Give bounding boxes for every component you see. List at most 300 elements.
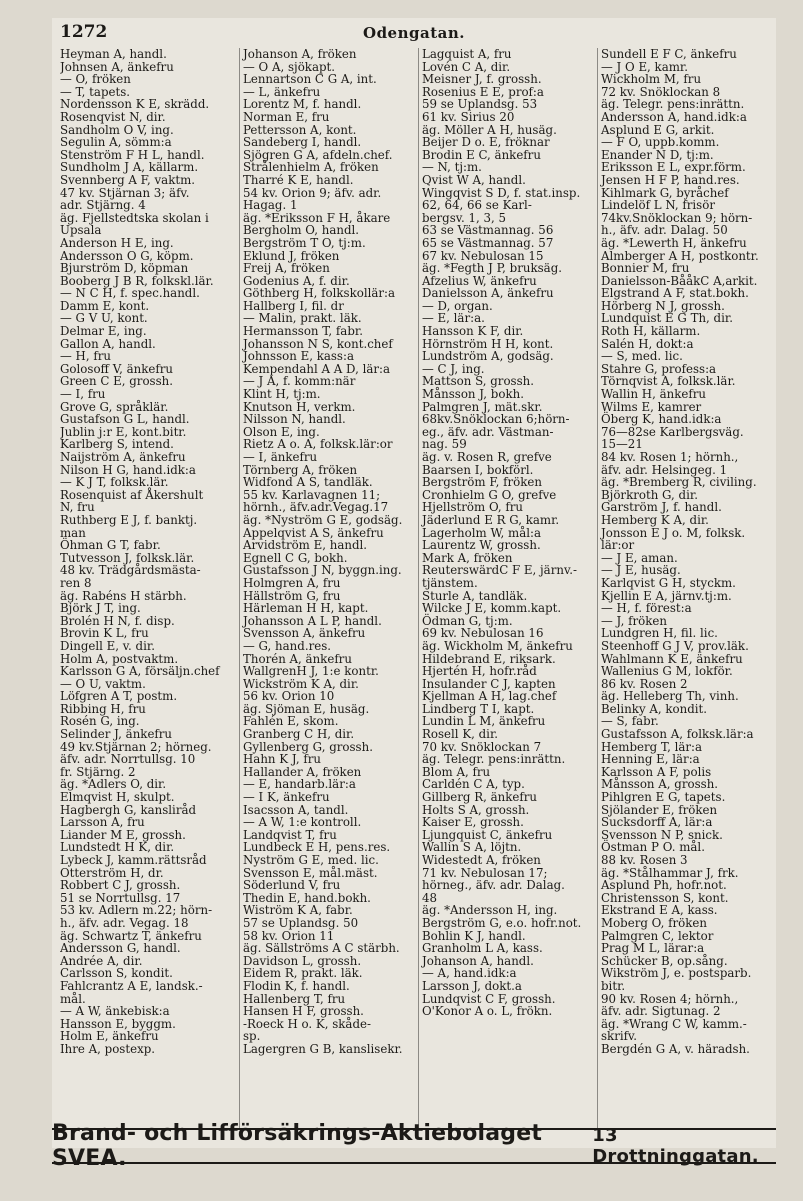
directory-entry: Meisner J, f. grossh. [422, 72, 542, 87]
directory-entry: Bergström T O, tj:m. [243, 235, 366, 250]
directory-entry: Svensson A, änkefru [243, 626, 366, 641]
directory-entry: 69 kv. Nebulosan 16 [422, 626, 544, 641]
directory-entry: 84 kv. Rosen 1; hörnh., [601, 450, 739, 464]
directory-entry: — Malin, prakt. läk. [243, 311, 362, 326]
directory-entry: Garström J, f. handl. [601, 500, 722, 515]
directory-entry: Granholm L A, kass. [422, 941, 543, 956]
directory-entry: Selinder J, änkefru [60, 727, 173, 742]
directory-entry: äg. *Stålhammar J, frk. [601, 865, 739, 880]
directory-entry: — I, fru [60, 387, 106, 402]
directory-entry: Sturle A, tandläk. [422, 588, 528, 603]
directory-entry: Ekstrand E A, kass. [601, 903, 718, 918]
directory-entry: Gustafson G L, handl. [60, 412, 190, 427]
directory-entry: Sucksdorff A, lär:a [601, 815, 713, 830]
directory-entry: — E, handarb.lär:a [243, 777, 356, 792]
directory-entry: man [60, 525, 86, 540]
directory-entry: äg. Helleberg Th, vinh. [601, 689, 739, 704]
directory-entry: Lagquist A, fru [422, 48, 512, 61]
directory-entry: 71 kv. Nebulosan 17; [422, 865, 548, 880]
directory-entry: Kjellin E A, järnv.tj:m. [601, 588, 732, 603]
directory-entry: Jäderlund E R G, kamr. [422, 512, 560, 527]
directory-entry: Stenström F H L, handl. [60, 147, 205, 162]
directory-entry: Klint H, tj:m. [243, 387, 321, 402]
directory-entry: Landqvist T, fru [243, 827, 337, 842]
directory-entry: Eriksson E L, expr.förm. [601, 160, 746, 175]
directory-entry: Insulander C J, kapten [422, 676, 556, 691]
directory-entry: h., äfv. adr. Vegag. 18 [60, 915, 189, 930]
directory-entry: Svensson N P, snick. [601, 827, 723, 842]
directory-entry: WallgrenH J, 1:e kontr. [243, 664, 379, 679]
directory-entry: Ihre A, postexp. [60, 1041, 156, 1056]
directory-entry: Heyman A, handl. [60, 48, 167, 61]
directory-entry: 47 kv. Stjärnan 3; äfv. [60, 185, 190, 200]
directory-entry: äg. *Nyström G E, godsäg. [243, 512, 403, 527]
directory-entry: Blom A, fru [422, 764, 491, 779]
directory-entry: äg. Telegr. pens:inrättn. [601, 97, 745, 112]
directory-entry: Wilms E, kamrer [601, 399, 702, 414]
directory-entry: Gustafsson J N, byggn.ing. [243, 563, 402, 578]
directory-entry: bergsv. 1, 3, 5 [422, 210, 507, 225]
directory-entry: Cronhielm G O, grefve [422, 487, 557, 502]
directory-entry: 58 kv. Orion 11 [243, 928, 335, 943]
directory-entry: Flodin K, f. handl. [243, 978, 350, 993]
directory-entry: Karlberg S, intend. [60, 437, 174, 452]
directory-entry: Johanson A, fröken [243, 48, 357, 61]
directory-entry: — D, organ. [422, 298, 493, 313]
directory-entry: Johansson N S, kont.chef [243, 336, 393, 351]
directory-entry: Pettersson A, kont. [243, 122, 357, 137]
directory-entry: — J E, aman. [601, 550, 678, 565]
directory-entry: Damm E, kont. [60, 298, 150, 313]
directory-entry: äfv. adr. Helsingeg. 1 [601, 462, 728, 477]
directory-entry: Lindberg T I, kapt. [422, 701, 535, 716]
directory-entry: Bergdén G A, v. häradsh. [601, 1041, 750, 1056]
directory-entry: Andrée A, dir. [60, 953, 143, 968]
directory-columns [60, 48, 772, 1128]
directory-entry: — I, änkefru [243, 450, 318, 464]
running-head: Odengatan. [363, 24, 465, 42]
directory-entry: Wickholm M, fru [601, 72, 702, 87]
directory-entry: Naijström A, änkefru [60, 450, 186, 464]
directory-entry: Strålenhielm A, fröken [243, 160, 379, 175]
directory-entry: — A W, änkebisk:a [60, 1004, 170, 1019]
directory-entry: Hagbergh G, kansliråd [60, 802, 197, 817]
directory-entry: — A, hand.idk:a [422, 966, 517, 981]
directory-entry: Hallenberg T, fru [243, 991, 346, 1006]
directory-entry: Hjertén H, hofr.råd [422, 664, 537, 679]
directory-entry: Nordensson K E, skrädd. [60, 97, 210, 112]
directory-entry: Danielsson-BååkC A,arkit. [601, 273, 758, 288]
directory-entry: Wallin S A, löjtn. [422, 840, 522, 855]
directory-entry: 72 kv. Snöklockan 8 [601, 84, 721, 99]
directory-entry: 56 kv. Orion 10 [243, 689, 335, 704]
directory-entry: — G, hand.res. [243, 638, 332, 653]
directory-entry: Mark A, fröken [422, 550, 513, 565]
directory-entry: Liander M E, grossh. [60, 827, 186, 842]
directory-entry: 90 kv. Rosen 4; hörnh., [601, 991, 739, 1006]
directory-column-1 [60, 48, 235, 1128]
directory-entry: tjänstem. [422, 575, 478, 590]
directory-entry: — S, fabr. [601, 714, 659, 729]
directory-entry: Gyllenberg G, grossh. [243, 739, 373, 754]
directory-entry: Svennberg A F, vaktm. [60, 172, 196, 187]
directory-entry: Hansen H F, grossh. [243, 1004, 364, 1019]
directory-entry: Lundquist E G Th, dir. [601, 311, 733, 326]
directory-entry: Sandholm O V, ing. [60, 122, 174, 137]
directory-entry: Hjellström O, fru [422, 500, 524, 515]
directory-entry: sp. [243, 1029, 261, 1044]
directory-entry: Delmar E, ing. [60, 324, 147, 339]
directory-entry: Holm A, postvaktm. [60, 651, 179, 666]
directory-entry: 55 kv. Karlavagnen 11; [243, 487, 381, 502]
directory-column-3 [418, 48, 594, 1128]
directory-entry: äg. Sällströms A C stärbh. [243, 941, 400, 956]
directory-entry: Rietz A o. A, folksk.lär:or [243, 437, 393, 452]
directory-entry: Thedin E, hand.bokh. [243, 890, 371, 905]
directory-entry: Carlsson S, kondit. [60, 966, 173, 981]
directory-entry: Lybeck J, kamm.rättsråd [60, 853, 207, 867]
directory-entry: Prag M L, lärar:a [601, 941, 705, 956]
directory-entry: Sundell E F C, änkefru [601, 48, 737, 61]
directory-entry: — H, f. förest:a [601, 601, 692, 616]
directory-entry: Törnberg A, fröken [243, 462, 358, 477]
directory-entry: Anderson H E, ing. [60, 235, 174, 250]
directory-page [52, 18, 776, 1171]
directory-entry: Dingell E, v. dir. [60, 638, 155, 653]
directory-entry: Lovén C A, dir. [422, 59, 511, 74]
directory-entry: Wilcke J E, komm.kapt. [422, 601, 562, 616]
directory-entry: Brodin E C, änkefru [422, 147, 541, 162]
directory-entry: Robbert C J, grossh. [60, 878, 181, 893]
directory-entry: Ljungquist C, änkefru [422, 827, 553, 842]
directory-entry: Rosenquist af Åkershult [60, 487, 204, 502]
directory-entry: äg. Rabéns H stärbh. [60, 588, 187, 603]
directory-entry: Hallberg I, fil. dr [243, 298, 344, 313]
directory-entry: 49 kv.Stjärnan 2; hörneg. [60, 739, 212, 754]
directory-entry: äg. *Fegth J P, bruksäg. [422, 261, 562, 276]
directory-entry: Wiström K A, fabr. [243, 903, 353, 918]
directory-entry: 76—82se Karlbergsväg. [601, 424, 744, 439]
directory-entry: Svensson E, mål.mäst. [243, 865, 378, 880]
directory-entry: äg. v. Rosen R, grefve [422, 450, 552, 464]
directory-entry: Bergholm O, handl. [243, 223, 360, 238]
directory-entry: 88 kv. Rosen 3 [601, 853, 688, 867]
directory-entry: 63 se Västmannag. 56 [422, 223, 554, 238]
directory-entry: 67 kv. Nebulosan 15 [422, 248, 544, 263]
directory-entry: Johansson A L P, handl. [243, 613, 382, 628]
directory-entry: Laurentz W, grossh. [422, 538, 541, 553]
directory-entry: Månsson A, grossh. [601, 777, 719, 792]
directory-entry: lär:or [601, 538, 635, 553]
directory-entry: fr. Stjärng. 2 [60, 764, 136, 779]
directory-entry: Andersson G, handl. [60, 941, 181, 956]
directory-entry: Hallander A, fröken [243, 764, 362, 779]
directory-entry: — J A, f. komm:när [243, 374, 356, 389]
directory-entry: Hermansson T, fabr. [243, 324, 363, 339]
directory-entry: Björkroth G, dir. [601, 487, 698, 502]
directory-entry: Lundström A, godsäg. [422, 349, 554, 364]
directory-entry: — O A, sjökapt. [243, 59, 336, 74]
directory-entry: Kjellman A H, lag.chef [422, 689, 557, 704]
directory-column-4 [597, 48, 773, 1128]
directory-entry: äg. Sjöman E, husäg. [243, 701, 370, 716]
directory-entry: — E, lär:a. [422, 311, 485, 326]
directory-entry: Otterström H, dr. [60, 865, 164, 880]
directory-entry: Danielsson A, änkefru [422, 286, 554, 301]
directory-entry: Lundgren H, fil. lic. [601, 626, 718, 641]
directory-entry: Johnsson E, kass:a [243, 349, 354, 364]
directory-entry: äg. *Andersson H, ing. [422, 903, 558, 918]
directory-entry: Hagag. 1 [243, 198, 298, 213]
directory-entry: Wickström K A, dir. [243, 676, 359, 691]
directory-entry: Grove G, språklär. [60, 399, 169, 414]
directory-entry: 65 se Västmannag. 57 [422, 235, 554, 250]
directory-entry: Bonnier M, fru [601, 261, 690, 276]
directory-entry: Hansson K F, dir. [422, 324, 524, 339]
directory-entry: Fahlén E, skom. [243, 714, 339, 729]
directory-entry: Törnqvist A, folksk.lär. [601, 374, 736, 389]
directory-entry: Holmgren A, fru [243, 575, 341, 590]
directory-entry: Moberg O, fröken [601, 915, 707, 930]
directory-entry: Wallenius G M, lokför. [601, 664, 733, 679]
directory-entry: Johnsen A, änkefru [60, 59, 174, 74]
directory-entry: Christensson S, kont. [601, 890, 729, 905]
directory-entry: Löfgren A T, postm. [60, 689, 178, 704]
directory-entry: Rosell K, dir. [422, 727, 499, 742]
directory-entry: — J, fröken [601, 613, 667, 628]
directory-entry: Pihlgren E G, tapets. [601, 790, 726, 805]
directory-entry: Thorén A, änkefru [243, 651, 352, 666]
directory-entry: 51 se Norrtullsg. 17 [60, 890, 181, 905]
directory-entry: Mattson S, grossh. [422, 374, 535, 389]
directory-entry: Eklund J, fröken [243, 248, 340, 263]
directory-entry: Almberger A H, postkontr. [601, 248, 759, 263]
directory-entry: Wallin H, änkefru [601, 387, 706, 402]
directory-entry: adr. Stjärng. 4 [60, 198, 146, 213]
directory-entry: Bergström G, e.o. hofr.not. [422, 915, 582, 930]
directory-entry: Söderlund V, fru [243, 878, 341, 893]
directory-entry: Nilsson N, handl. [243, 412, 346, 427]
directory-entry: Wahlmann K E, änkefru [601, 651, 743, 666]
directory-entry: N, fru [60, 500, 95, 515]
directory-entry: Beijer D o. E, fröknar [422, 135, 550, 150]
directory-entry: Wikström J, e. postsparb. [601, 966, 752, 981]
directory-entry: Appelqvist A S, änkefru [243, 525, 384, 540]
directory-entry: — A W, 1:e kontroll. [243, 815, 362, 830]
directory-entry: 70 kv. Snöklockan 7 [422, 739, 542, 754]
directory-entry: — I K, änkefru [243, 790, 330, 805]
advertisement-text: Brand- och Lifförsäkrings-Aktiebolaget SVEA. [52, 1121, 543, 1171]
directory-entry: Widestedt A, fröken [422, 853, 541, 867]
directory-entry: Karlsson A F, polis [601, 764, 712, 779]
directory-entry: Brolén H N, f. disp. [60, 613, 175, 628]
directory-entry: 62, 64, 66 se Karl- [422, 198, 532, 213]
directory-entry: Öhman G T, fabr. [60, 538, 161, 553]
directory-entry: Ödman G, tj:m. [422, 613, 513, 628]
directory-entry: 48 kv. Trädgårdsmästa- [60, 563, 201, 578]
directory-entry: Jonsson E J o. M, folksk. [601, 525, 746, 540]
directory-entry: äg. *Lewerth H, änkefru [601, 235, 747, 250]
directory-entry: Härleman H H, kapt. [243, 601, 369, 616]
directory-entry: skrifv. [601, 1029, 637, 1044]
directory-entry: 57 se Uplandsg. 50 [243, 915, 359, 930]
directory-entry: Eidem R, prakt. läk. [243, 966, 363, 981]
directory-entry: Jublin j:r E, kont.bitr. [60, 424, 187, 439]
page-number: 1272 [60, 22, 108, 42]
directory-entry: Gallon A, handl. [60, 336, 156, 351]
directory-entry: 48 [422, 890, 438, 905]
directory-entry: 53 kv. Adlern m.22; hörn- [60, 903, 213, 918]
directory-entry: Golosoff V, änkefru [60, 361, 174, 376]
directory-entry: äfv. adr. Norrtullsg. 10 [60, 752, 196, 767]
directory-entry: Rosenqvist N, dir. [60, 109, 166, 124]
directory-entry: — G V U, kont. [60, 311, 148, 326]
directory-entry: nag. 59 [422, 437, 467, 452]
directory-entry: Kihlmark G, byråchef [601, 185, 729, 200]
directory-entry: Ruthberg E J, f. banktj. [60, 512, 198, 527]
directory-entry: Holm E, änkefru [60, 1029, 159, 1044]
directory-entry: Arvidström E, handl. [243, 538, 368, 553]
directory-entry: — C J, ing. [422, 361, 485, 376]
directory-entry: Lundstedt H K, dir. [60, 840, 175, 855]
directory-entry: Upsala [60, 223, 102, 238]
directory-entry: äg. Fjellstedtska skolan i [60, 210, 209, 225]
directory-entry: 59 se Uplandsg. 53 [422, 97, 538, 112]
directory-entry: Hansson E, byggm. [60, 1016, 176, 1031]
directory-entry: äg. Schwartz T, änkefru [60, 928, 202, 943]
directory-entry: Norman E, fru [243, 109, 330, 124]
directory-entry: -Roeck H o. K, skåde- [243, 1016, 371, 1031]
directory-entry: 86 kv. Rosen 2 [601, 676, 688, 691]
directory-entry: Bergström F, fröken [422, 475, 542, 490]
directory-entry: äg. *Bremberg R, civiling. [601, 475, 757, 490]
directory-entry: Jensen H F P, hand.res. [601, 172, 740, 187]
directory-entry: Bohlin K J, handl. [422, 928, 526, 943]
directory-entry: Sjölander E, fröken [601, 802, 718, 817]
directory-entry: Tharré K E, handl. [243, 172, 354, 187]
directory-entry: Hemberg K A, dir. [601, 512, 709, 527]
directory-entry: Wingqvist S D, f. stat.insp. [422, 185, 581, 200]
directory-entry: Nilson H G, hand.idk:a [60, 462, 196, 477]
directory-entry: Widfond A S, tandläk. [243, 475, 373, 490]
directory-entry: Green C E, grossh. [60, 374, 174, 389]
directory-entry: Lundqvist C F, grossh. [422, 991, 556, 1006]
directory-entry: Freij A, fröken [243, 261, 330, 276]
directory-entry: Salén H, dokt:a [601, 336, 694, 351]
directory-entry: O'Konor A o. L, frökn. [422, 1004, 553, 1019]
directory-entry: Larsson A, fru [60, 815, 145, 830]
directory-entry: Olson E, ing. [243, 424, 320, 439]
directory-entry: — N C H, f. spec.handl. [60, 286, 200, 301]
directory-entry: Sundholm J A, källarm. [60, 160, 199, 175]
directory-entry: Godenius A, f. dir. [243, 273, 350, 288]
directory-entry: äg. *Wrang C W, kamm.- [601, 1016, 747, 1031]
directory-entry: 68kv.Snöklockan 6;hörn- [422, 412, 570, 427]
directory-entry: ren 8 [60, 575, 92, 590]
directory-column-2 [239, 48, 415, 1128]
directory-entry: Karlsson G A, försäljn.chef [60, 664, 220, 679]
directory-entry: Schücker B, op.sång. [601, 953, 728, 968]
directory-entry: mål. [60, 991, 86, 1006]
directory-entry: — O, fröken [60, 72, 131, 87]
advertisement-banner [52, 1121, 776, 1171]
directory-entry: Palmgren J, mät.skr. [422, 399, 543, 414]
directory-entry: 61 kv. Sirius 20 [422, 109, 515, 124]
directory-entry: ReuterswärdC F E, järnv.- [422, 563, 577, 578]
directory-entry: Månsson J, bokh. [422, 387, 524, 402]
directory-entry: — J O E, kamr. [601, 59, 689, 74]
directory-entry: Lundin L M, änkefru [422, 714, 546, 729]
directory-entry: Andersson A, hand.idk:a [601, 109, 747, 124]
directory-entry: Belinky A, kondit. [601, 701, 708, 716]
directory-entry: äfv. adr. Sigtunag. 2 [601, 1004, 721, 1019]
directory-entry: Elmqvist H, skulpt. [60, 790, 175, 805]
directory-entry: Booberg J B R, folkskl.lär. [60, 273, 214, 288]
directory-entry: Qvist W A, handl. [422, 172, 526, 187]
directory-entry: hörnh., äfv.adr.Vegag.17 [243, 500, 389, 515]
directory-entry: — S, med. lic. [601, 349, 683, 364]
directory-entry: Ribbing H, fru [60, 701, 146, 716]
directory-entry: Henning E, lär:a [601, 752, 700, 767]
directory-entry: Lorentz M, f. handl. [243, 97, 362, 112]
directory-entry: Hällström G, fru [243, 588, 341, 603]
directory-entry: Hörberg N J, grossh. [601, 298, 725, 313]
directory-entry: äg. Telegr. pens:inrättn. [422, 752, 566, 767]
directory-entry: Hemberg T, lär:a [601, 739, 703, 754]
directory-entry: eg., äfv. adr. Västman- [422, 424, 554, 439]
directory-entry: Egnell C G, bokh. [243, 550, 348, 565]
directory-entry: 15—21 [601, 437, 643, 452]
directory-entry: Carldén C A, typ. [422, 777, 525, 792]
directory-entry: Lagerholm W, mål:a [422, 525, 542, 540]
directory-entry: Segulin A, sömm:a [60, 135, 172, 150]
directory-entry: — O U, vaktm. [60, 676, 146, 691]
directory-entry: Karlqvist G H, styckm. [601, 575, 736, 590]
directory-entry: Holts S A, grossh. [422, 802, 530, 817]
directory-entry: Elgstrand A F, stat.bokh. [601, 286, 749, 301]
directory-entry: Brovin K L, fru [60, 626, 149, 641]
directory-entry: — K J T, folksk.lär. [60, 475, 169, 490]
directory-entry: Lagergren G B, kanslisekr. [243, 1041, 403, 1056]
directory-entry: Larsson J, dokt.a [422, 978, 522, 993]
directory-entry: — J E, husäg. [601, 563, 681, 578]
directory-entry: Göthberg H, folkskollär:a [243, 286, 396, 301]
directory-entry: — T, tapets. [60, 84, 131, 99]
directory-entry: Asplund Ph, hofr.not. [601, 878, 727, 893]
directory-entry: Roth H, källarm. [601, 324, 701, 339]
directory-entry: Öberg K, hand.idk:a [601, 412, 722, 427]
directory-entry: Kempendahl A A D, lär:a [243, 361, 391, 376]
directory-entry: Lindelöf L N, frisör [601, 198, 715, 213]
directory-entry: Hahn K J, fru [243, 752, 321, 767]
directory-entry: Baarsen I, bokförl. [422, 462, 534, 477]
directory-entry: Steenhoff G J V, prov.läk. [601, 638, 749, 653]
directory-entry: Davidson L, grossh. [243, 953, 362, 968]
directory-entry: Fahlcrantz A E, landsk.- [60, 978, 203, 993]
directory-entry: Palmgren C, lektor [601, 928, 714, 943]
directory-entry: — L, änkefru [243, 84, 321, 99]
directory-entry: Sandeberg I, handl. [243, 135, 362, 150]
directory-entry: — F O, uppb.komm. [601, 135, 720, 150]
directory-entry: Gillberg R, änkefru [422, 790, 537, 805]
directory-entry: bitr. [601, 978, 626, 993]
advertisement-address: 13 Drottninggatan. [592, 1125, 759, 1167]
directory-entry: Nyström G E, med. lic. [243, 853, 379, 867]
directory-entry: Asplund E G, arkit. [601, 122, 715, 137]
directory-entry: Afzelius W, änkefru [422, 273, 537, 288]
directory-entry: Rosenius E E, prof:a [422, 84, 544, 99]
directory-entry: Lundbeck E H, pens.res. [243, 840, 391, 855]
